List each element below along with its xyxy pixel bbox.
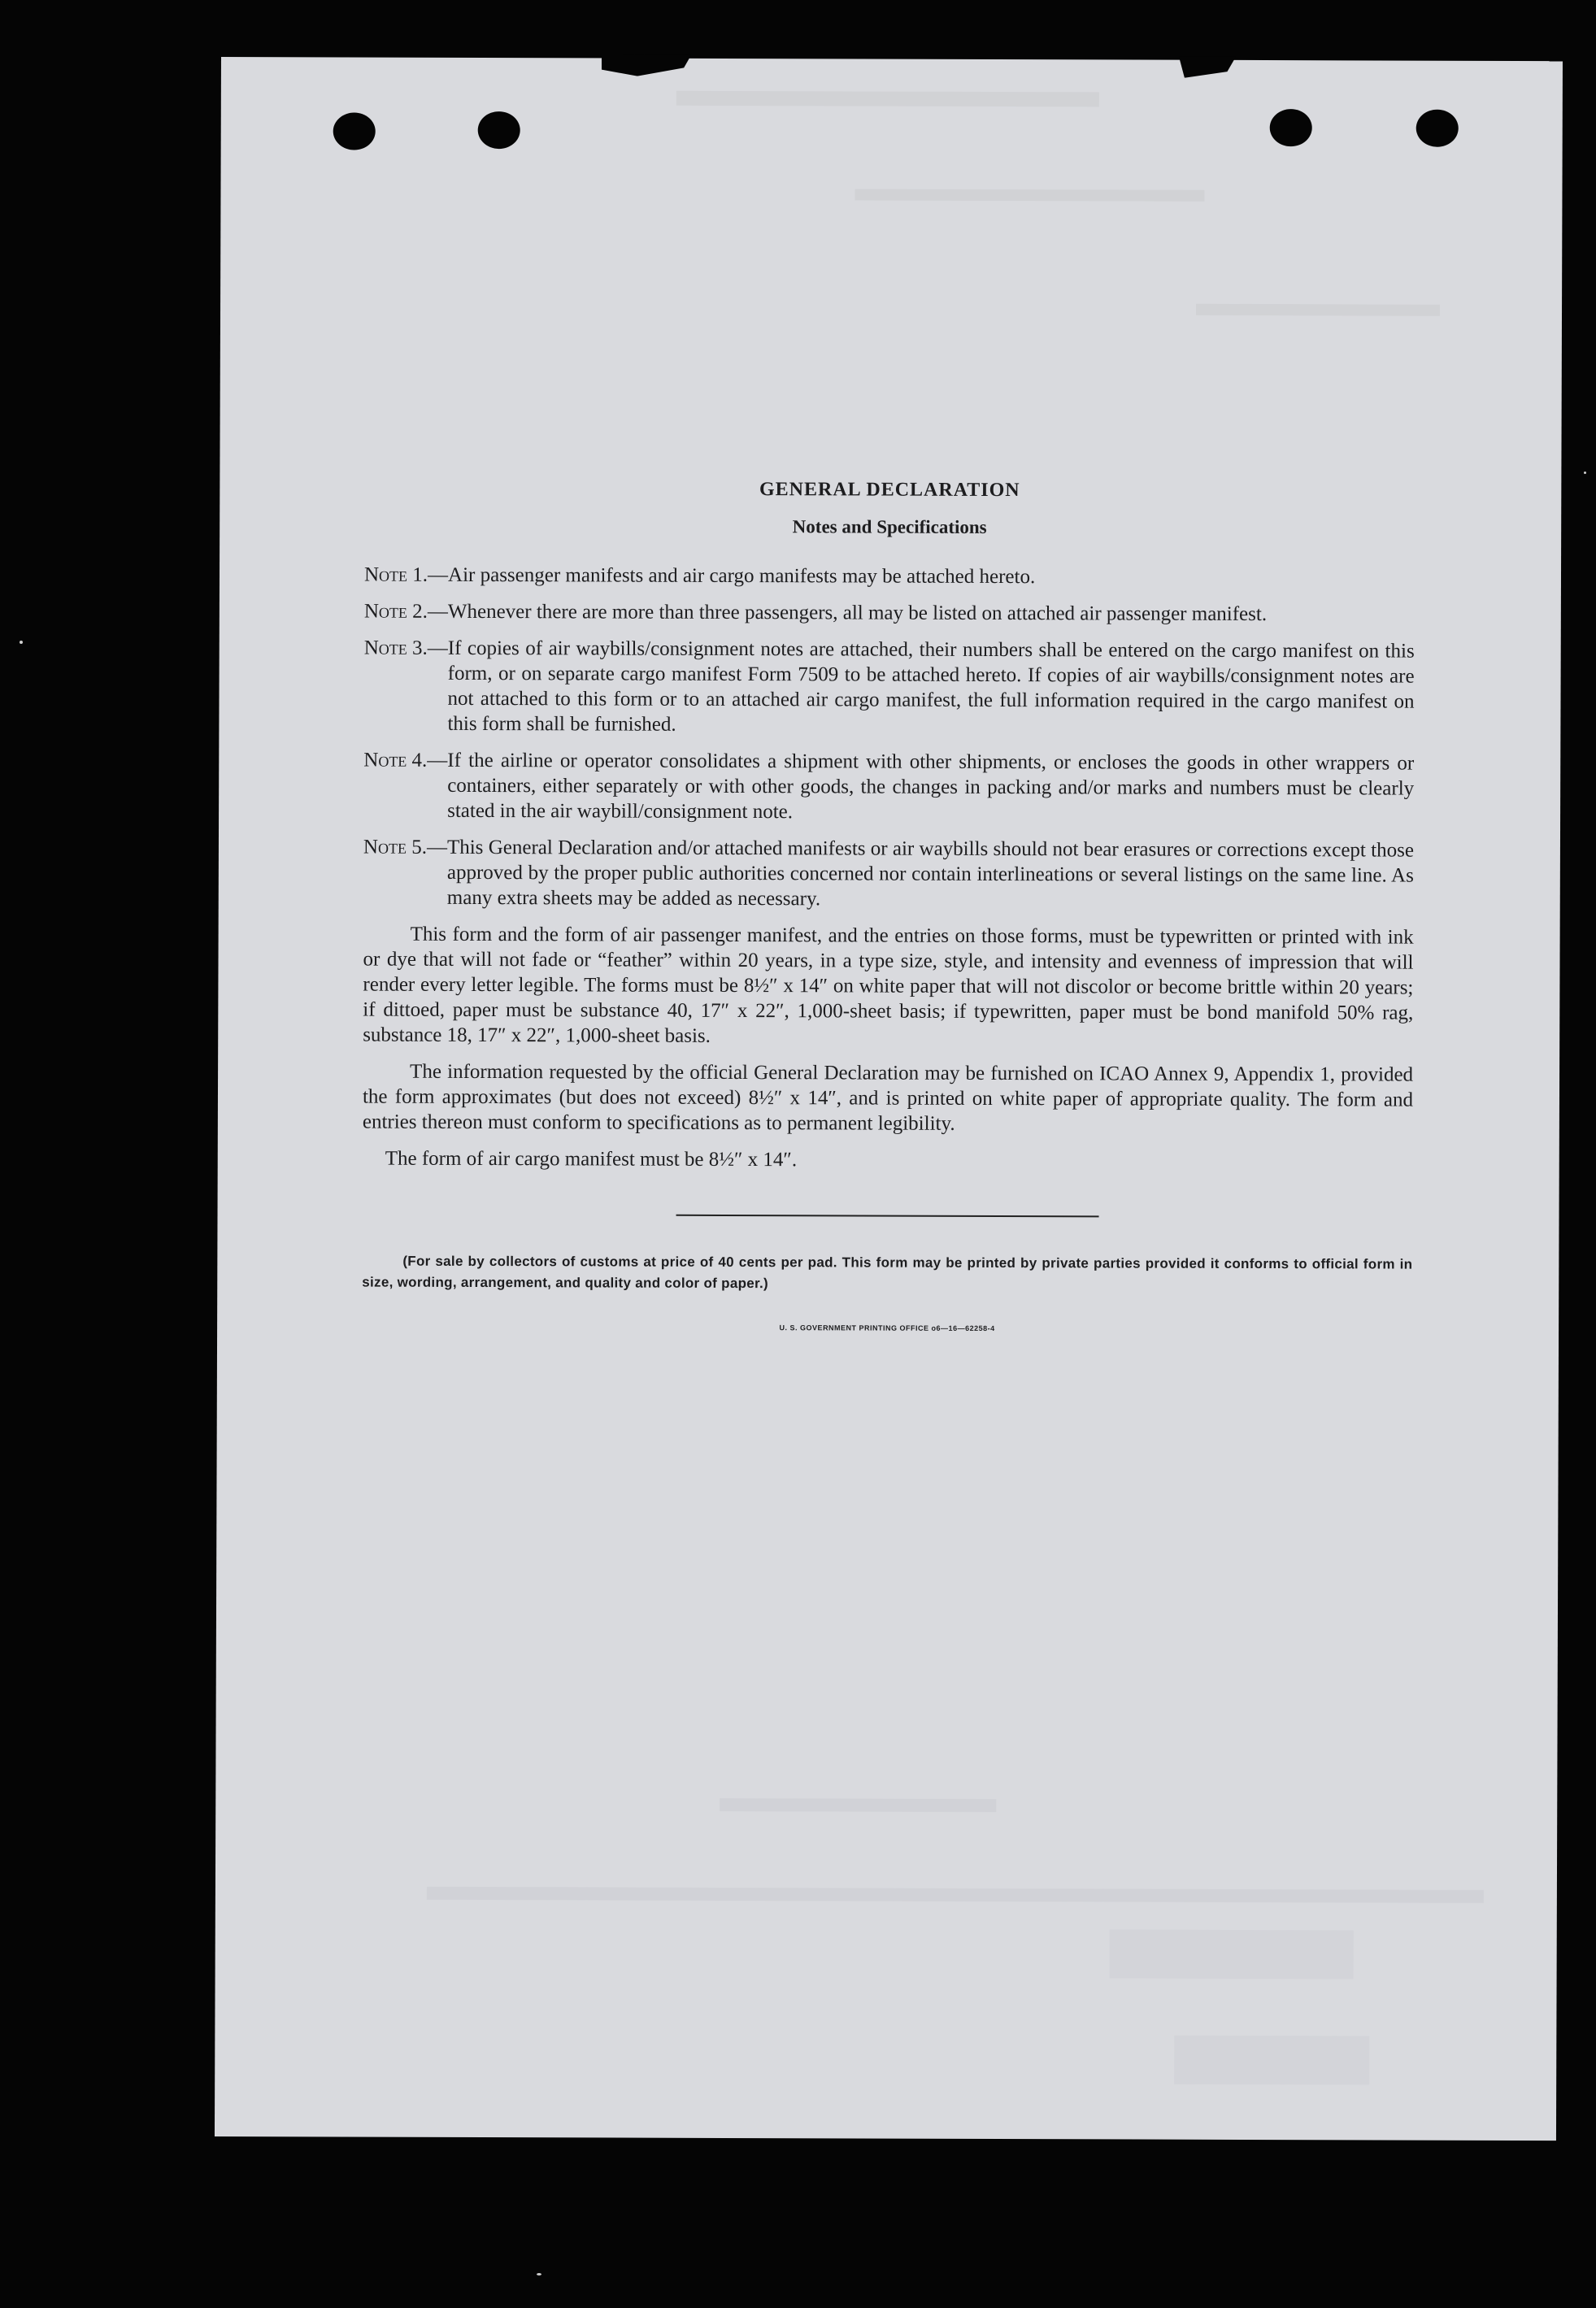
note-text: If copies of air waybills/consignment notes are attached, their numbers shall be entered on the cargo manifest on this form, or on separate cargo manifest Form 7509 to be attached hereto. If copies of air waybills/consignment notes are not attached to this form or to an attached air cargo manifest, the full information required in the cargo manifest on this form shall be furnished.	[447, 637, 1415, 736]
bleed-through-mark	[855, 189, 1204, 201]
bleed-through-mark	[427, 1887, 1484, 1903]
cargo-manifest-size-line: The form of air cargo manifest must be 8½″ x 14″.	[385, 1147, 798, 1171]
note-text: Whenever there are more than three passengers, all may be listed on attached air passenger manifest.	[447, 600, 1268, 626]
page-title: GENERAL DECLARATION	[759, 479, 1020, 502]
note-label: Note 5.—	[363, 836, 448, 858]
note-2	[364, 599, 1415, 628]
printer-imprint: U. S. GOVERNMENT PRINTING OFFICE o6—16—62258-4	[779, 1324, 995, 1332]
bleed-through-mark	[1110, 1929, 1354, 1979]
scan-speck	[1584, 472, 1586, 474]
scan-speck	[20, 641, 23, 644]
bleed-through-mark	[720, 1798, 996, 1812]
sale-notice: (For sale by collectors of customs at price of 40 cents per pad. This form may be printed by private parties provided it conforms to official form in size, wording, arrangement, and quality and color of paper.)	[362, 1253, 1413, 1292]
note-label: Note 1.—	[363, 563, 449, 586]
page-subtitle: Notes and Specifications	[792, 516, 987, 537]
note-text: This General Declaration and/or attached manifests or air waybills should not bear erasures or corrections except those approved by the proper public authorities concerned nor contain interlineations or several listings on the same line. As many extra sheets may be added as necessary.	[446, 836, 1414, 911]
note-text: Air passenger manifests and air cargo manifests may be attached hereto.	[448, 563, 1036, 589]
note-4	[363, 748, 1414, 827]
bleed-through-mark	[1196, 304, 1440, 316]
punch-hole	[1416, 110, 1459, 147]
punch-hole	[478, 111, 520, 149]
document-content	[362, 476, 1415, 1343]
note-label: Note 2.—	[363, 600, 448, 623]
note-text: If the airline or operator consolidates a shipment with other shipments, or encloses the goods in other wrappers or containers, either separately or with other goods, the changes in packing and/or marks and numbers must be clearly stated in the air waybill/consignment note.	[447, 749, 1415, 824]
note-3	[363, 636, 1414, 740]
icao-paragraph: The information requested by the official General Declaration may be furnished on ICAO Annex 9, Appendix 1, provided the form approximates (but does not exceed) 8½″ x 14″, and is printed on white paper of appropriate quality. The form and entries thereon must conform to specifications as to permanent legibility.	[362, 1060, 1414, 1135]
note-5	[363, 835, 1414, 914]
paper-notch	[602, 54, 691, 76]
divider-rule	[676, 1215, 1099, 1218]
scan-speck	[537, 2273, 541, 2275]
document-page	[215, 57, 1563, 2141]
punch-hole	[333, 112, 376, 150]
bleed-through-mark	[1174, 2036, 1369, 2085]
specification-paragraph: This form and the form of air passenger manifest, and the entries on those forms, must be typewritten or printed with ink or dye that will not fade or “feather” within 20 years, in a type size, style, and intensity and evenness of impression that will render every letter legible. The forms must be 8½″ x 14″ on white paper that will not discolor or become brittle within 20 years; if dittoed, paper must be substance 40, 17″ x 22″, 1,000-sheet basis; if typewritten, paper must be bond manifold 50% rag, substance 18, 17″ x 22″, 1,000-sheet basis.	[363, 923, 1414, 1047]
paper-notch	[1179, 57, 1236, 78]
note-1	[364, 563, 1415, 591]
punch-hole	[1270, 109, 1312, 146]
note-label: Note 4.—	[363, 749, 448, 772]
note-label: Note 3.—	[363, 637, 448, 659]
bleed-through-mark	[676, 91, 1099, 107]
